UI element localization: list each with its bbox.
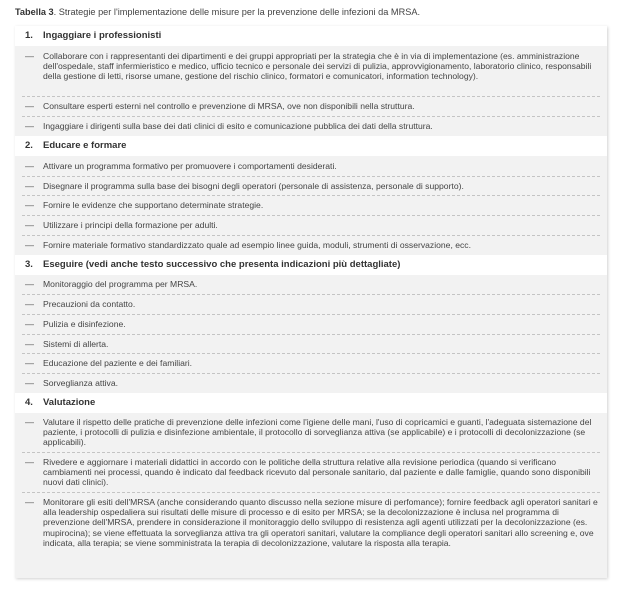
item-text: Rivedere e aggiornare i materiali didattici in accordo con le politiche della struttura relative alla revisione periodica (quando si verificano cambiamenti nei processi, quando è indicato dal feedback ricevuto dal personale sanitario, dal paziente e dalle famiglie, quando sono disponibili nuovi dati clinici). <box>43 457 591 488</box>
section-number: 4. <box>25 397 33 408</box>
dash-bullet: — <box>25 240 34 250</box>
row-divider <box>22 116 600 117</box>
dash-bullet: — <box>25 161 34 171</box>
dash-bullet: — <box>25 220 34 230</box>
table-label: Tabella 3 <box>15 7 54 17</box>
dash-bullet: — <box>25 497 34 507</box>
dash-bullet: — <box>25 181 34 191</box>
item-text: Consultare esperti esterni nel controllo e prevenzione di MRSA, ove non disponibili nella struttura. <box>43 101 415 111</box>
dash-bullet: — <box>25 200 34 210</box>
row-divider <box>22 353 600 354</box>
item-text: Valutare il rispetto delle pratiche di prevenzione delle infezioni come l'igiene delle mani, l'uso di copricamici e guanti, l'adeguata sistemazione del paziente, i protocolli di pulizia e disinfezione ambientale, il protocollo di sorveglianza attiva (se applicabile) e i protocolli di decolonizzazione (se applicabili). <box>43 417 592 448</box>
section-number: 1. <box>25 30 33 41</box>
row-divider <box>22 176 600 177</box>
row-divider <box>22 492 600 493</box>
dash-bullet: — <box>25 457 34 467</box>
item-text: Utilizzare i principi della formazione per adulti. <box>43 220 218 230</box>
dash-bullet: — <box>25 299 34 309</box>
item-text: Ingaggiare i dirigenti sulla base dei dati clinici di esito e comunicazione pubblica dei dati della struttura. <box>43 121 433 131</box>
section-number: 2. <box>25 140 33 151</box>
dash-bullet: — <box>25 279 34 289</box>
section-title: Valutazione <box>43 397 96 408</box>
item-text: Pulizia e disinfezione. <box>43 319 126 329</box>
dash-bullet: — <box>25 417 34 427</box>
section-title: Ingaggiare i professionisti <box>43 30 162 41</box>
row-divider <box>22 334 600 335</box>
table-caption-text: . Strategie per l'implementazione delle misure per la prevenzione delle infezioni da MRSA. <box>53 7 421 17</box>
section-title: Eseguire (vedi anche testo successivo che presenta indicazioni più dettagliate) <box>43 259 401 270</box>
row-divider <box>22 195 600 196</box>
section-number: 3. <box>25 259 33 270</box>
dash-bullet: — <box>25 101 34 111</box>
row-divider <box>22 314 600 315</box>
row-divider <box>22 215 600 216</box>
item-text: Collaborare con i rappresentanti dei dipartimenti e dei gruppi appropriati per la strategia che è in via di implementazione (es. amministrazione dell'ospedale, staff infermieristico e medico, ufficio tecnico e personale dei servizi di pulizia, approvvigionamento, laboratorio clinico, responsabili della gestione di letti, risorse umane, gestione del rischio clinico, formatori e comunicatori, information technology). <box>43 51 592 82</box>
item-text: Sistemi di allerta. <box>43 339 109 349</box>
dash-bullet: — <box>25 121 34 131</box>
item-text: Educazione del paziente e dei familiari. <box>43 358 193 368</box>
item-text: Disegnare il programma sulla base dei bisogni degli operatori (personale di assistenza, personale di supporto). <box>43 181 464 191</box>
section-header <box>15 255 607 275</box>
item-text: Monitorare gli esiti dell'MRSA (anche considerando quanto discusso nella sezione misure di perfomance); fornire feedback agli operatori sanitari e alla leadership ospedaliera sui risultati delle misure di processo e di esito per MRSA; se la decolonizzazione è inclusa nel programma di prevenzione dell'MRSA, prendere in considerazione il monitoraggio dello sviluppo di resistenza agli agenti utilizzati per la decolonizzazione (es. mupirocina); se viene effettuata la sorveglianza attiva tra gli operatori sanitari, valutare la compliance degli operatori sanitari allo screening e, ove indicata, alla terapia; se viene somministrata la terapia di decolonizzazione, valutare la risposta alla terapia. <box>43 497 598 548</box>
row-divider <box>22 235 600 236</box>
dash-bullet: — <box>25 51 34 61</box>
dash-bullet: — <box>25 378 34 388</box>
row-divider <box>22 96 600 97</box>
item-text: Monitoraggio del programma per MRSA. <box>43 279 198 289</box>
dash-bullet: — <box>25 358 34 368</box>
dash-bullet: — <box>25 339 34 349</box>
section-header <box>15 26 607 46</box>
dash-bullet: — <box>25 319 34 329</box>
row-divider <box>22 452 600 453</box>
section-title: Educare e formare <box>43 140 127 151</box>
item-text: Fornire le evidenze che supportano determinate strategie. <box>43 200 264 210</box>
table-caption <box>15 7 420 17</box>
item-text: Attivare un programma formativo per promuovere i comportamenti desiderati. <box>43 161 337 171</box>
section-header <box>15 393 607 413</box>
item-text: Precauzioni da contatto. <box>43 299 136 309</box>
item-text: Sorveglianza attiva. <box>43 378 118 388</box>
item-text: Fornire materiale formativo standardizzato quale ad esempio linee guida, moduli, strumenti di osservazione, ecc. <box>43 240 471 250</box>
row-divider <box>22 294 600 295</box>
section-header <box>15 136 607 156</box>
row-divider <box>22 373 600 374</box>
strategy-table <box>15 26 607 578</box>
